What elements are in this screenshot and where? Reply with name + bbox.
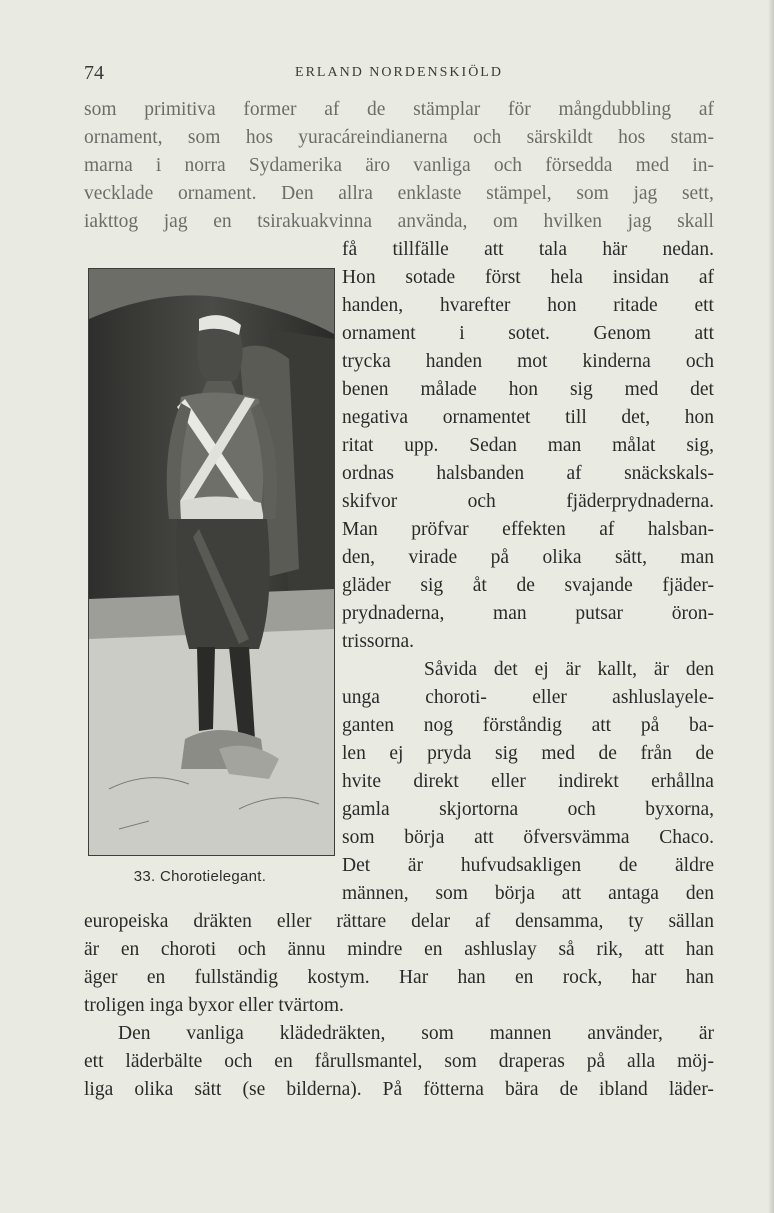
text-line [342, 880, 714, 908]
text-word: eller [491, 771, 526, 792]
running-head: ERLAND NORDENSKIÖLD [295, 65, 503, 80]
text-line [84, 992, 714, 1020]
text-word: nog [423, 715, 453, 736]
text-word: af [698, 99, 714, 120]
text-word: på [490, 547, 510, 568]
text-word: prydnaderna, [342, 603, 445, 624]
text-line [342, 824, 714, 852]
text-word: Chaco. [659, 827, 714, 848]
text-word: att [561, 883, 582, 904]
text-word: och [224, 1051, 253, 1072]
photograph-choroti-man [89, 269, 334, 855]
text-line [84, 124, 714, 152]
text-line [342, 684, 714, 712]
text-word: med [541, 743, 575, 764]
text-word: använda, [397, 211, 468, 232]
text-line [342, 488, 714, 516]
text-word: är [407, 855, 424, 876]
text-word: dräkten [193, 911, 252, 932]
text-word: börja [494, 883, 535, 904]
text-word: negativa [342, 407, 409, 428]
text-word: upp. [404, 435, 439, 456]
text-word: fullständig [194, 967, 279, 988]
text-word: sig, [686, 435, 714, 456]
text-word: och [237, 939, 266, 960]
text-word: jag [627, 211, 652, 232]
text-word: de [618, 855, 638, 876]
text-word: ett [84, 1051, 104, 1072]
text-word: de [559, 1079, 578, 1100]
text-word: eller [276, 911, 312, 932]
text-word: sett, [681, 183, 714, 204]
text-word: ornament [342, 323, 416, 344]
text-word: mannen [489, 1023, 552, 1044]
text-word: jag [163, 211, 188, 232]
text-word: öfversvämma [523, 827, 630, 848]
text-word: Sydamerika [248, 155, 343, 176]
text-word: vecklade [84, 183, 154, 204]
text-word: ej [534, 659, 549, 680]
text-line [84, 908, 714, 936]
text-word: med [635, 155, 670, 176]
text-word: primitiva [144, 99, 216, 120]
text-word: choroti [160, 939, 217, 960]
text-word: Man [342, 519, 378, 540]
text-word: svajande [564, 575, 633, 596]
text-word: len [342, 743, 366, 764]
text-word: och [493, 155, 523, 176]
text-word: kallt, [597, 659, 637, 680]
text-word: åt [472, 575, 487, 596]
text-line [342, 292, 714, 320]
text-word: hvilken [543, 211, 603, 232]
text-word: ganten [342, 715, 394, 736]
text-word: möj- [677, 1051, 714, 1072]
text-word: benen [342, 379, 389, 400]
text-word: trycka [342, 351, 391, 372]
text-word: trissorna. [342, 631, 415, 652]
text-word: att [694, 323, 714, 344]
text-word: läderbälte [125, 1051, 203, 1072]
text-word: ba- [689, 715, 714, 736]
text-word: ornament. [177, 183, 257, 204]
text-word: den [685, 659, 714, 680]
text-word: stämpel, [486, 183, 552, 204]
text-word: tala [538, 239, 568, 260]
text-word: fjäder- [662, 575, 714, 596]
text-word: äger [84, 967, 118, 988]
text-word: så [558, 939, 575, 960]
text-word: hvarefter [440, 295, 511, 316]
text-word: skall [677, 211, 714, 232]
text-word: klädedräkten, [279, 1023, 386, 1044]
text-word: tillfälle [392, 239, 449, 260]
figure-photograph [88, 268, 335, 856]
text-word: de [695, 743, 714, 764]
text-line [342, 572, 714, 600]
text-word: af [698, 267, 714, 288]
text-line [342, 628, 714, 656]
text-line [84, 1076, 714, 1104]
text-line [84, 96, 714, 124]
text-word: ornament, [84, 127, 163, 148]
text-word: är [84, 939, 100, 960]
text-word: vanliga [413, 155, 471, 176]
text-word: ritade [613, 295, 658, 316]
text-line [84, 208, 714, 236]
text-word: Såvida [424, 659, 478, 680]
text-line [84, 936, 714, 964]
text-word: de [598, 743, 617, 764]
text-word: olika [134, 1079, 174, 1100]
text-word: ty [628, 911, 644, 932]
text-word: eller [532, 687, 567, 708]
text-word: man [547, 435, 582, 456]
text-word: snäckskals- [624, 463, 714, 484]
text-word: man [680, 547, 714, 568]
text-word: effekten [502, 519, 566, 540]
text-word: gamla [342, 799, 390, 820]
text-word: pryda [427, 743, 472, 764]
text-word: han [685, 967, 714, 988]
text-word: äro [365, 155, 391, 176]
text-word: målat [612, 435, 656, 456]
text-word: den, [342, 547, 376, 568]
text-word: handen, [342, 295, 404, 316]
text-word: sätt, [614, 547, 647, 568]
text-line [424, 656, 714, 684]
text-word: in- [692, 155, 714, 176]
text-word: gläder [342, 575, 391, 596]
text-word: densamma, [515, 911, 604, 932]
text-word: fötterna [423, 1079, 484, 1100]
text-word: tsirakuakvinna [257, 211, 372, 232]
text-word: hon [684, 407, 714, 428]
text-line [342, 348, 714, 376]
text-word: först [484, 267, 521, 288]
text-word: Det [342, 855, 371, 876]
text-line [342, 432, 714, 460]
text-word: ej [389, 743, 404, 764]
text-line [84, 180, 714, 208]
text-word: norra [184, 155, 226, 176]
text-word: putsar [575, 603, 623, 624]
text-word: börja [404, 827, 445, 848]
text-word: Den [118, 1023, 151, 1044]
text-line [342, 768, 714, 796]
text-word: ibland [599, 1079, 648, 1100]
text-word: förståndig [482, 715, 562, 736]
text-word: sig [495, 743, 518, 764]
text-word: iakttog [84, 211, 139, 232]
text-line [342, 600, 714, 628]
text-word: choroti- [425, 687, 487, 708]
text-word: som [444, 1051, 477, 1072]
text-word: och [685, 351, 714, 372]
text-word: liga [84, 1079, 114, 1100]
text-word: af [599, 519, 615, 540]
text-word: sig [569, 379, 593, 400]
page-edge-shadow [768, 0, 774, 1213]
text-word: ritat [342, 435, 374, 456]
text-word: har [631, 967, 657, 988]
text-word: nedan. [662, 239, 714, 260]
text-word: sällan [668, 911, 714, 932]
text-word: är [698, 1023, 714, 1044]
text-word: jag [633, 183, 658, 204]
text-word: rik, [596, 939, 623, 960]
text-line [84, 964, 714, 992]
text-line [342, 544, 714, 572]
text-word: kinderna [582, 351, 651, 372]
text-word: mindre [347, 939, 403, 960]
text-word: som [84, 99, 117, 120]
text-word: direkt [413, 771, 459, 792]
text-word: skjortorna [439, 799, 519, 820]
text-word: han [685, 939, 714, 960]
text-word: för [508, 99, 531, 120]
text-line [342, 236, 714, 264]
text-word: som [187, 127, 221, 148]
text-word: inga [149, 995, 184, 1016]
page-header [84, 62, 714, 88]
text-word: enklaste [397, 183, 462, 204]
text-line [342, 460, 714, 488]
text-word: ashluslay [464, 939, 537, 960]
text-word: det [690, 379, 714, 400]
text-word: ashluslayele- [612, 687, 714, 708]
text-word: till [565, 407, 587, 428]
text-word: att [484, 239, 504, 260]
text-word: byxor [188, 995, 234, 1016]
text-word: sotet. [508, 323, 550, 344]
text-word: troligen [84, 995, 145, 1016]
text-line [342, 740, 714, 768]
text-word: om [493, 211, 518, 232]
text-line [118, 1020, 714, 1048]
text-line [84, 152, 714, 180]
text-word: unga [342, 687, 380, 708]
text-word: läder- [668, 1079, 714, 1100]
text-word: Den [281, 183, 314, 204]
text-word: en [213, 211, 232, 232]
text-word: en [146, 967, 166, 988]
text-word: en [424, 939, 443, 960]
text-word: en [514, 967, 534, 988]
text-word: att [644, 939, 665, 960]
text-word: sig [420, 575, 444, 596]
text-word: ornamentet [442, 407, 531, 428]
text-word: fjäderprydnaderna. [566, 491, 714, 512]
text-line [342, 712, 714, 740]
text-word: från [640, 743, 672, 764]
text-word: en [120, 939, 140, 960]
text-line [342, 404, 714, 432]
text-word: virade [408, 547, 458, 568]
text-line [342, 264, 714, 292]
figure-caption: 33. Chorotielegant. [133, 868, 267, 885]
text-word: af [475, 911, 491, 932]
text-word: mångdubbling [558, 99, 672, 120]
text-word: de [516, 575, 535, 596]
text-word: sotade [405, 267, 456, 288]
text-word: är [653, 659, 669, 680]
text-word: europeiska [84, 911, 169, 932]
text-word: eller [238, 995, 274, 1016]
text-line [342, 376, 714, 404]
text-word: en [274, 1051, 293, 1072]
text-word: skifvor [342, 491, 398, 512]
text-word: bära [504, 1079, 539, 1100]
text-word: hos [618, 127, 646, 148]
text-word: former [243, 99, 297, 120]
text-line [342, 320, 714, 348]
text-word: (se [242, 1079, 266, 1100]
text-word: mot [517, 351, 548, 372]
text-word: Hon [342, 267, 376, 288]
text-word: öron- [671, 603, 714, 624]
text-word: stämplar [413, 99, 481, 120]
text-line [342, 516, 714, 544]
text-word: halsban- [647, 519, 714, 540]
text-word: handen [425, 351, 483, 372]
text-word: som [421, 1023, 454, 1044]
text-word: halsbanden [436, 463, 525, 484]
text-word: insidan [612, 267, 670, 288]
text-word: draperas [498, 1051, 565, 1072]
text-word: byxorna, [645, 799, 714, 820]
text-word: tvärtom. [278, 995, 344, 1016]
text-word: de [367, 99, 386, 120]
text-word: att [591, 715, 612, 736]
text-word: rättare [336, 911, 387, 932]
text-word: delar [411, 911, 451, 932]
text-word: man [493, 603, 527, 624]
text-word: alla [627, 1051, 656, 1072]
text-word: målade [420, 379, 477, 400]
text-word: pröfvar [411, 519, 469, 540]
text-word: på [586, 1051, 606, 1072]
text-word: Genom [593, 323, 651, 344]
text-word: i [459, 323, 465, 344]
text-word: indirekt [558, 771, 619, 792]
text-word: hon [547, 295, 577, 316]
text-word: ordnas [342, 463, 394, 484]
text-word: ännu [287, 939, 326, 960]
text-word: och [467, 491, 496, 512]
text-word: på [640, 715, 660, 736]
text-word: hela [550, 267, 583, 288]
text-word: marna [84, 155, 133, 176]
text-word: bilderna). [286, 1079, 362, 1100]
text-word: hvite [342, 771, 381, 792]
text-line [342, 796, 714, 824]
text-word: allra [338, 183, 373, 204]
text-word: hos [245, 127, 273, 148]
text-word: att [474, 827, 494, 848]
text-word: vanliga [186, 1023, 244, 1044]
text-word: sätt [194, 1079, 222, 1100]
text-word: ett [694, 295, 714, 316]
text-word: antaga [608, 883, 659, 904]
text-word: erhållna [651, 771, 714, 792]
text-word: särskildt [526, 127, 593, 148]
text-word: och [473, 127, 502, 148]
text-word: försedda [545, 155, 613, 176]
text-word: och [567, 799, 596, 820]
text-word: med [624, 379, 659, 400]
text-line [84, 1048, 714, 1076]
text-word: olika [542, 547, 582, 568]
page-number: 74 [84, 62, 104, 84]
text-word: kostym. [307, 967, 370, 988]
text-word: Har [398, 967, 429, 988]
text-word: yuracáreindianerna [298, 127, 448, 148]
text-word: rock, [562, 967, 603, 988]
text-word: få [342, 239, 358, 260]
text-line [342, 852, 714, 880]
text-word: i [155, 155, 162, 176]
text-word: Sedan [469, 435, 517, 456]
text-word: den [685, 883, 714, 904]
text-word: som [342, 827, 375, 848]
text-word: stam- [670, 127, 714, 148]
text-word: är [565, 659, 581, 680]
text-word: här [602, 239, 628, 260]
text-word: På [382, 1079, 403, 1100]
text-word: han [457, 967, 486, 988]
text-word: fårullsmantel, [314, 1051, 423, 1072]
text-word: hon [508, 379, 538, 400]
text-word: det [493, 659, 518, 680]
text-word: använder, [587, 1023, 663, 1044]
text-word: det, [621, 407, 651, 428]
text-word: äldre [675, 855, 714, 876]
text-word: hufvudsakligen [460, 855, 582, 876]
text-word: af [566, 463, 582, 484]
text-word: af [324, 99, 340, 120]
text-word: som [435, 883, 468, 904]
text-word: som [576, 183, 609, 204]
text-word: männen, [342, 883, 409, 904]
